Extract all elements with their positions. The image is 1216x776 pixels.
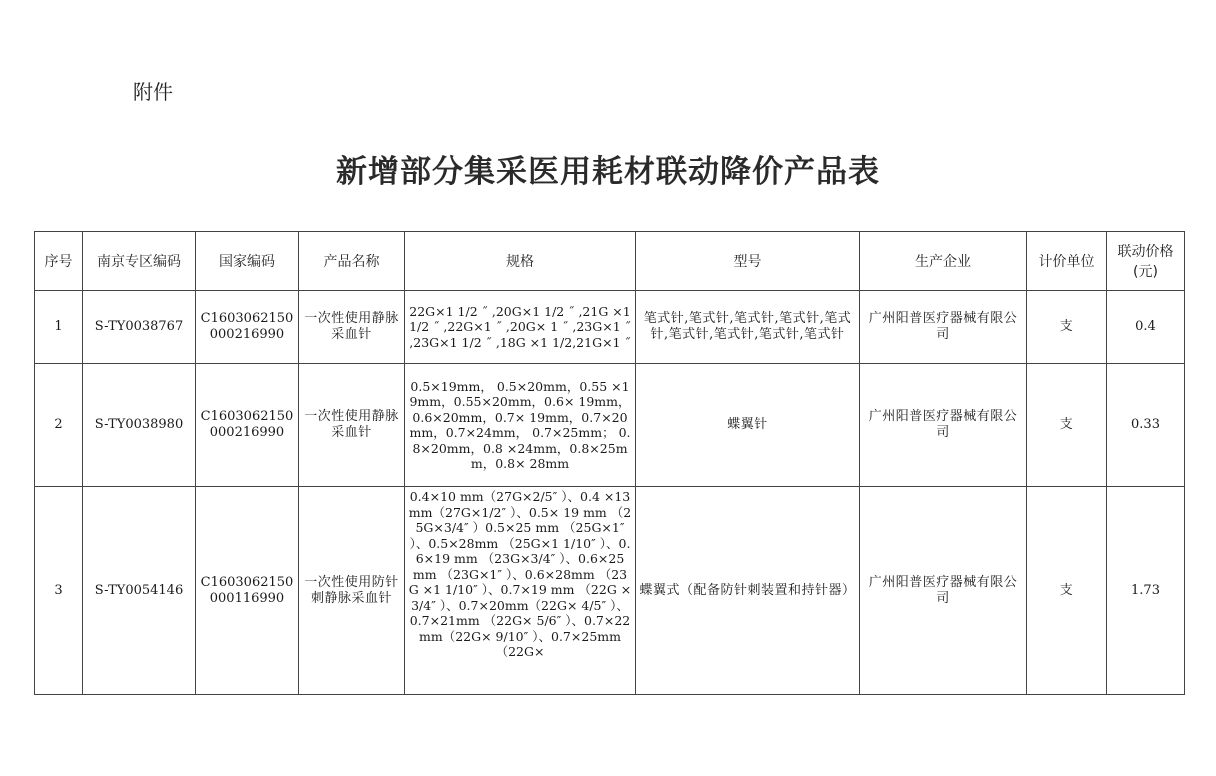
cell-national-code: C1603062150 000216990 bbox=[196, 364, 299, 487]
cell-product-name: 一次性使用静脉采血针 bbox=[299, 291, 405, 364]
cell-nanjing-code: S-TY0038767 bbox=[83, 291, 196, 364]
cell-index: 3 bbox=[35, 487, 83, 695]
header-spec: 规格 bbox=[405, 232, 636, 291]
cell-price: 0.33 bbox=[1107, 364, 1185, 487]
product-table bbox=[34, 231, 1185, 695]
document-title: 新增部分集采医用耗材联动降价产品表 bbox=[336, 154, 880, 190]
table-header-row bbox=[35, 232, 1185, 291]
cell-unit: 支 bbox=[1027, 487, 1107, 695]
header-manufacturer: 生产企业 bbox=[860, 232, 1027, 291]
cell-spec: 0.4×10 mm（27G×2/5″ ）、0.4 ×13 mm（27G×1/2″ ）、0.5× 19 mm （25G×3/4″ ）0.5×25 mm （25G×1″ ）、0.5×28mm （25G×1 1/10″ ）、0.6×19 mm （23G×3/4″ ）、0.6×25 mm （23G×1″ ）、0.6×28mm （23G ×1 1/10″ ）、0.7×19 mm （22G ×3/4″ ）、0.7×20mm（22G× 4/5″ ）、0.7×21mm （22G× 5/6″ ）、0.7×22mm（22G× 9/10″ ）、0.7×25mm （22G× bbox=[405, 487, 636, 695]
cell-model: 蝶翼针 bbox=[636, 364, 860, 487]
cell-manufacturer: 广州阳普医疗器械有限公司 bbox=[860, 364, 1027, 487]
cell-index: 2 bbox=[35, 364, 83, 487]
cell-spec: 0.5×19mm， 0.5×20mm，0.55 ×19mm，0.55×20mm，0.6× 19mm， 0.6×20mm，0.7× 19mm，0.7×20mm，0.7×24mm， 0.7×25mm； 0.8×20mm，0.8 ×24mm，0.8×25mm，0.8× 28mm bbox=[405, 364, 636, 487]
table-row bbox=[35, 291, 1185, 364]
cell-unit: 支 bbox=[1027, 364, 1107, 487]
header-model: 型号 bbox=[636, 232, 860, 291]
cell-nanjing-code: S-TY0054146 bbox=[83, 487, 196, 695]
cell-national-code: C1603062150 000116990 bbox=[196, 487, 299, 695]
header-index: 序号 bbox=[35, 232, 83, 291]
cell-model: 蝶翼式（配备防针刺装置和持针器） bbox=[636, 487, 860, 695]
header-national-code: 国家编码 bbox=[196, 232, 299, 291]
attachment-label: 附件 bbox=[133, 80, 173, 104]
table-row bbox=[35, 487, 1185, 695]
table-row bbox=[35, 364, 1185, 487]
header-unit: 计价单位 bbox=[1027, 232, 1107, 291]
header-product-name: 产品名称 bbox=[299, 232, 405, 291]
cell-product-name: 一次性使用防针刺静脉采血针 bbox=[299, 487, 405, 695]
cell-price: 1.73 bbox=[1107, 487, 1185, 695]
cell-manufacturer: 广州阳普医疗器械有限公司 bbox=[860, 291, 1027, 364]
cell-unit: 支 bbox=[1027, 291, 1107, 364]
cell-price: 0.4 bbox=[1107, 291, 1185, 364]
cell-spec: 22G×1 1/2 ˝ ,20G×1 1/2 ˝ ,21G ×1 1/2 ˝ ,22G×1 ˝ ,20G× 1 ˝ ,23G×1 ˝ ,23G×1 1/2 ˝ ,18G ×1 1/2,21G×1 ˝ bbox=[405, 291, 636, 364]
header-nanjing-code: 南京专区编码 bbox=[83, 232, 196, 291]
cell-model: 笔式针,笔式针,笔式针,笔式针,笔式针,笔式针,笔式针,笔式针,笔式针 bbox=[636, 291, 860, 364]
cell-manufacturer: 广州阳普医疗器械有限公司 bbox=[860, 487, 1027, 695]
cell-nanjing-code: S-TY0038980 bbox=[83, 364, 196, 487]
cell-product-name: 一次性使用静脉采血针 bbox=[299, 364, 405, 487]
cell-national-code: C1603062150 000216990 bbox=[196, 291, 299, 364]
header-price: 联动价格(元) bbox=[1107, 232, 1185, 291]
cell-index: 1 bbox=[35, 291, 83, 364]
